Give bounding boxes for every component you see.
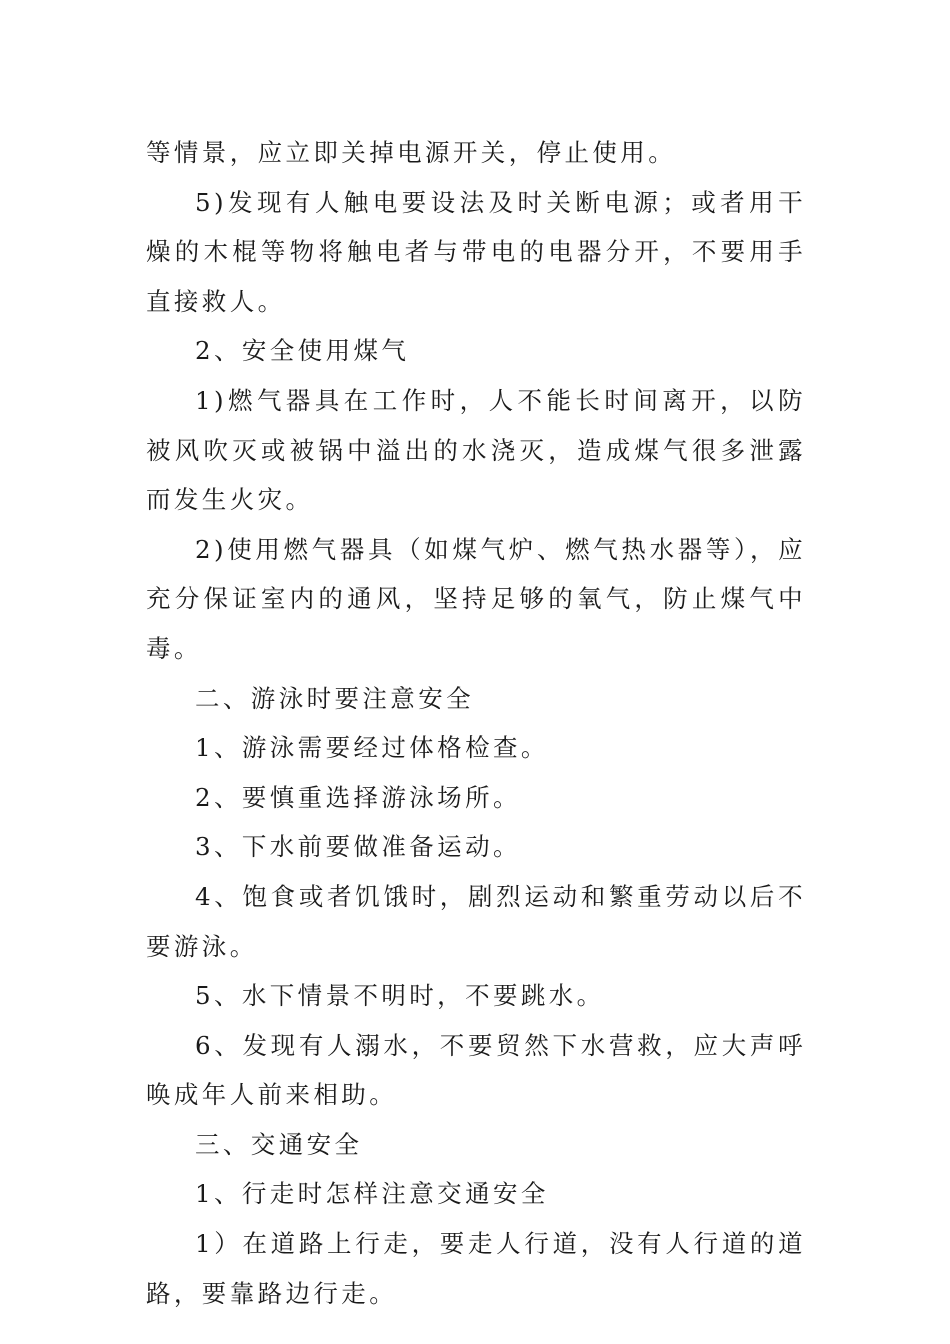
paragraph: 1）在道路上行走，要走人行道，没有人行道的道路，要靠路边行走。 xyxy=(146,1229,806,1308)
list-item: 1、游泳需要经过体格检查。 xyxy=(195,733,549,763)
list-item: 6、发现有人溺水，不要贸然下水营救，应大声呼唤成年人前来相助。 xyxy=(146,1030,806,1110)
subsection-heading: 1、行走时怎样注意交通安全 xyxy=(195,1179,549,1209)
list-item: 2、要慎重选择游泳场所。 xyxy=(195,782,521,812)
list-item: 5、水下情景不明时，不要跳水。 xyxy=(195,981,605,1011)
section-heading: 三、交通安全 xyxy=(195,1129,363,1159)
document-body xyxy=(146,128,806,1318)
section-heading: 2、安全使用煤气 xyxy=(195,336,410,366)
paragraph: 2)使用燃气器具（如煤气炉、燃气热水器等），应充分保证室内的通风，坚持足够的氧气，防止煤气中毒。 xyxy=(146,534,806,663)
list-item: 3、下水前要做准备运动。 xyxy=(195,832,521,862)
section-heading: 二、游泳时要注意安全 xyxy=(195,683,474,713)
list-item: 4、饱食或者饥饿时，剧烈运动和繁重劳动以后不要游泳。 xyxy=(146,881,806,961)
paragraph: 等情景，应立即关掉电源开关，停止使用。 xyxy=(146,138,677,167)
paragraph: 5)发现有人触电要设法及时关断电源；或者用干燥的木棍等物将触电者与带电的电器分开，不要用手直接救人。 xyxy=(146,187,806,316)
paragraph: 1)燃气器具在工作时，人不能长时间离开，以防被风吹灭或被锅中溢出的水浇灭，造成煤气很多泄露而发生火灾。 xyxy=(146,385,806,515)
